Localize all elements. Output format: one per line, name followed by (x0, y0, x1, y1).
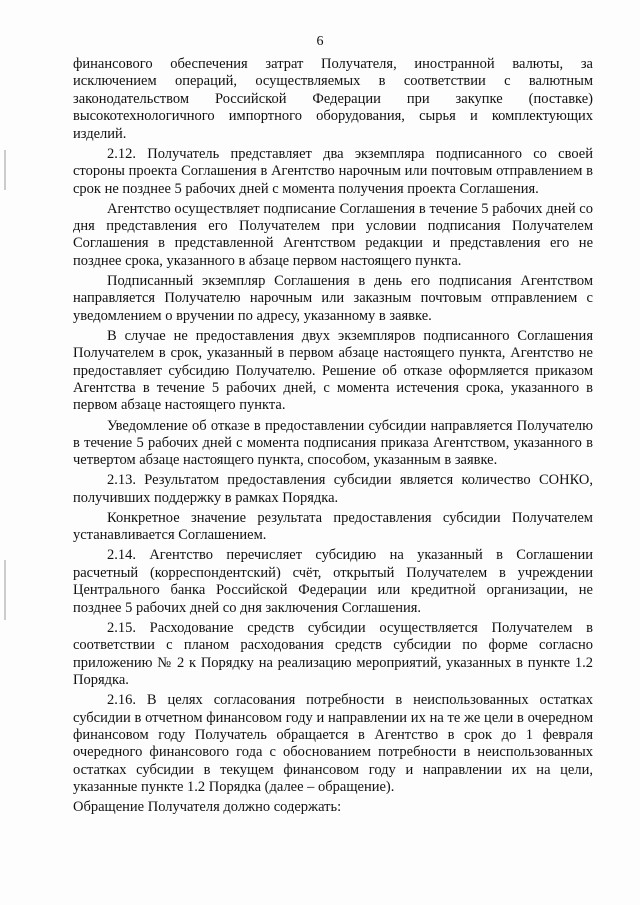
paragraph-2-13: 2.13. Результатом предоставления субсидии является количество СОНКО, получивших поддержку в рамках Порядка. (73, 472, 593, 506)
document-body (73, 56, 593, 819)
paragraph-request-contents: Обращение Получателя должно содержать: (73, 799, 342, 816)
page-number: 6 (316, 34, 324, 49)
paragraph-result-value: Конкретное значение результата предоставления субсидии Получателем устанавливается Соглашением. (73, 509, 593, 544)
paragraph-2-14: 2.14. Агентство перечисляет субсидию на указанный в Соглашении расчетный (корреспондентский) счёт, открытый Получателем в учреждении Центрального банка Российской Федерации или кредитной организации, не позднее 5 рабочих дней со дня заключения Соглашения. (73, 547, 593, 616)
paragraph-continuation: финансового обеспечения затрат Получателя, иностранной валюты, за исключением операций, осуществляемых в соответствии с валютным законодательством Российской Федерации при закупке (поставке) высокотехнологичного импортного оборудования, сырья и комплектующих изделий. (73, 56, 593, 142)
paragraph-2-16: 2.16. В целях согласования потребности в неиспользованных остатках субсидии в отчетном финансовом году и направлении их на те же цели в очередном финансовом году Получатель обращается в Агентство в срок до 1 февраля очередного финансового года с обоснованием потребности в неиспользованных остатках субсидии в текущем финансовом году и направлении их на цели, указанные пункте 1.2 Порядка (далее – обращение). (73, 692, 593, 796)
paragraph-2-15: 2.15. Расходование средств субсидии осуществляется Получателем в соответствии с планом расходования средств субсидии по форме согласно приложению № 2 к Порядку на реализацию мероприятий, указанных в пункте 1.2 Порядка. (73, 619, 593, 688)
paragraph-signed-copy: Подписанный экземпляр Соглашения в день его подписания Агентством направляется Получателю нарочным или заказным почтовым отправлением с уведомлением о вручении по адресу, указанному в заявке. (73, 272, 593, 324)
paragraph-refusal-notice: Уведомление об отказе в предоставлении субсидии направляется Получателю в течение 5 рабочих дней с момента подписания приказа Агентством, указанного в четвертом абзаце настоящего пункта, способом, указанным в заявке. (73, 417, 593, 469)
paragraph-agency-signing: Агентство осуществляет подписание Соглашения в течение 5 рабочих дней со дня представления его Получателем при условии подписания Получателем Соглашения в представленной Агентством редакции и представления его не позднее срока, указанного в абзаце первом настоящего пункта. (73, 200, 593, 269)
paragraph-2-12: 2.12. Получатель представляет два экземпляра подписанного со своей стороны проекта Соглашения в Агентство нарочным или почтовым отправлением в срок не позднее 5 рабочих дней с момента получения проекта Соглашения. (73, 145, 593, 197)
scan-edge-mark (4, 150, 6, 190)
paragraph-non-provision: В случае не предоставления двух экземпляров подписанного Соглашения Получателем в срок, указанный в первом абзаце настоящего пункта, Агентство не предоставляет субсидию Получателю. Решение об отказе оформляется приказом Агентства в течение 5 рабочих дней, с момента истечения срока, указанного в первом абзаце настоящего пункта. (73, 327, 593, 414)
scan-edge-mark (4, 560, 6, 620)
